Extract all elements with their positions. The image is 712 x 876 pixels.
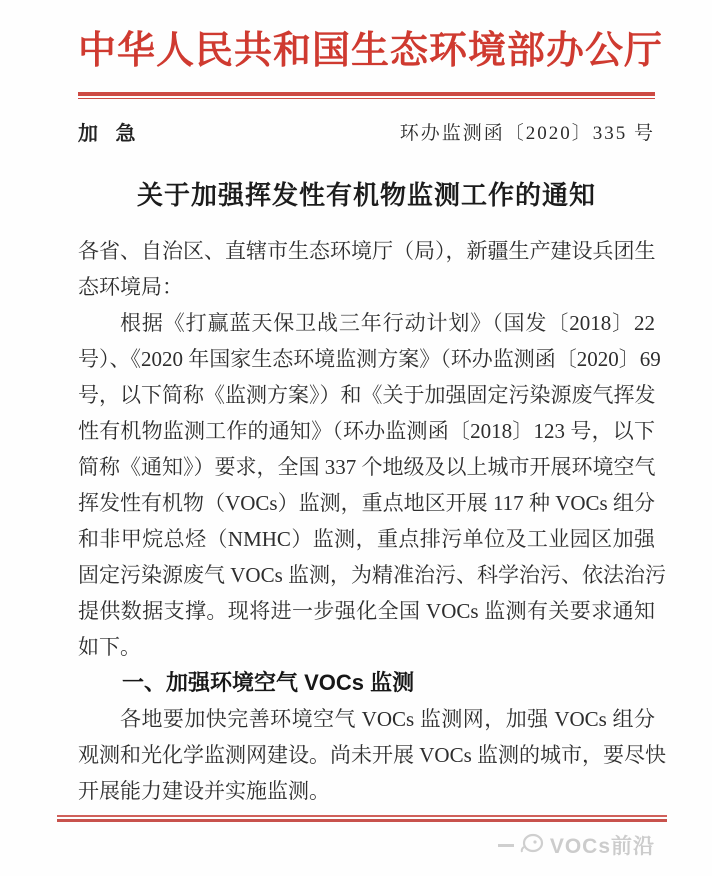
watermark-label: VOCs前沿 <box>549 835 655 858</box>
paragraph-line: 开展能力建设并实施监测。 <box>78 779 330 803</box>
paragraph-line: 根据《打赢蓝天保卫战三年行动计划》（国发〔2018〕22 <box>120 311 655 335</box>
watermark-dash <box>498 844 514 847</box>
vocs-logo-icon <box>520 831 546 860</box>
salutation-line: 态环境局： <box>78 275 183 299</box>
letterhead-title: 中华人民共和国生态环境部办公厅 <box>78 30 664 72</box>
document-body <box>78 233 667 809</box>
urgency-label: 加 急 <box>78 122 142 145</box>
paragraph-line: 各地要加快完善环境空气 VOCs 监测网，加强 VOCs 组分 <box>120 707 655 731</box>
salutation-line: 各省、自治区、直辖市生态环境厅（局），新疆生产建设兵团生 <box>78 239 656 263</box>
paragraph-line: 提供数据支撑。现将进一步强化全国 VOCs 监测有关要求通知 <box>78 599 655 623</box>
paragraph-line: 号，以下简称《监测方案》）和《关于加强固定污染源废气挥发 <box>78 383 656 407</box>
paragraph-line: 和非甲烷总烃（NMHC）监测，重点排污单位及工业园区加强 <box>78 527 655 551</box>
section-1-heading: 一、加强环境空气 VOCs 监测 <box>122 670 415 695</box>
document-title: 关于加强挥发性有机物监测工作的通知 <box>136 181 596 210</box>
paragraph-line: 简称《通知》）要求，全国 337 个地级及以上城市开展环境空气 <box>78 455 656 479</box>
paragraph-line: 如下。 <box>78 635 141 659</box>
footer-red-rule <box>57 815 667 822</box>
meta-row <box>78 117 655 145</box>
watermark <box>78 830 655 860</box>
paragraph-line: 性有机物监测工作的通知》（环办监测函〔2018〕123 号，以下 <box>78 419 655 443</box>
paragraph-line: 观测和光化学监测网建设。尚未开展 VOCs 监测的城市，要尽快 <box>78 743 667 767</box>
header-red-rule <box>78 92 655 99</box>
paragraph-line: 号）、《2020 年国家生态环境监测方案》（环办监测函〔2020〕69 <box>78 347 661 371</box>
paragraph-line: 挥发性有机物（VOCs）监测，重点地区开展 117 种 VOCs 组分 <box>78 491 655 515</box>
paragraph-line: 固定污染源废气 VOCs 监测，为精准治污、科学治污、依法治污 <box>78 563 667 587</box>
document-number: 环办监测函〔2020〕335 号 <box>399 122 655 144</box>
